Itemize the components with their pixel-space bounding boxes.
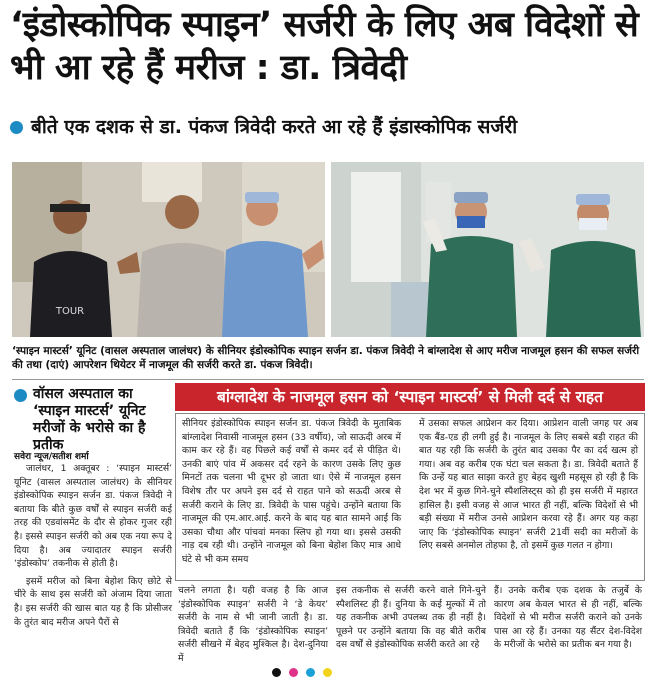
photo-caption: ‘स्पाइन मास्टर्स’ यूनिट (वासल अस्पताल जालंधर) के सीनियर इंडोस्कोपिक स्पाइन सर्जन डा. पंकज त्रिवेदी ने बांग्लादेश से आए मरीज नाजमूल हसन की सफल सर्जरी की तथा (दाएं) आपरेशन थियेटर में नाजमूल की सर्जरी करते डा. पंकज त्रिवेदी। (12, 345, 640, 371)
byline: सवेरा न्यूज/सतीश शर्मा (14, 452, 89, 462)
yellow-dot-icon (323, 668, 332, 677)
subhead-text: बीते एक दशक से डा. पंकज त्रिवेदी करते आ रहे हैं इंडास्कोपिक सर्जरी (31, 116, 518, 138)
boxed-column-1: सीनियर इंडोस्कोपिक स्पाइन सर्जन डा. पंकज त्रिवेदी के मुताबिक बांग्लादेश निवासी नाजमूल हसन (33 वर्षीय), जो साऊदी अरब में काम कर रहे हैं। वह पिछले कई वर्षों से कमर दर्द से पीड़ित थे। उनकी बाएं पांव में अकसर दर्द रहने के कारण उसके लिए कुछ मिनटों तक चलना भी दूभर हो जाता था। ऐसे में नाजमूल हसन विशेष तौर पर अपने इस दर्द से राहत पाने को सऊदी अरब से सर्जरी कराने के लिए डा. त्रिवेदी के पास पहुंचे। उन्होंने बताया कि नाजमूल की एम.आर.आई. करने के बाद यह बात सामने आई कि उसका चौथा और पांचवां मनका स्लिप हो गया था। इससे उसकी नाड़ दब रही थी। उन्होंने नाजमूल को बिना बेहोश किए मात्र आधे घंटे से भी कम समय (182, 418, 401, 565)
bullet-dot-icon (10, 121, 23, 134)
cyan-dot-icon (306, 668, 315, 677)
paragraph: इसमें मरीज को बिना बेहोश किए छोटे से चीरे के साथ इस सर्जरी को अंजाम दिया जाता है। इस सर्जरी की खास बात यह है कि प्रोसीजर के तुरंत बाद मरीज अपने पैरों से (14, 575, 172, 628)
black-dot-icon (272, 668, 281, 677)
boxed-article (175, 413, 645, 581)
photo-doctor-with-patient (12, 162, 325, 337)
photo-operation-theatre (331, 162, 644, 337)
bullet-dot-icon (14, 389, 27, 402)
lower-column-3: हैं। उनके करीब एक दशक के तजुर्बे के कारण अब केवल भारत से ही नहीं, बल्कि विदेशों से भी मरीज सर्जरी कराने को उनके पास आ रहे हैं। उनका यह सैंटर देश-विदेश के मरीजों के भरोसे का प्रतीक बन गया है। (494, 585, 642, 651)
article-column-1 (14, 462, 172, 633)
side-title (14, 386, 174, 454)
side-title-text: वॉसल अस्पताल का ‘स्पाइन मास्टर्स’ यूनिट मरीजों के भरोसे का है प्रतीक (33, 386, 146, 453)
tshirt-text: TOUR (55, 306, 85, 317)
photo-left-illustration (12, 162, 325, 337)
subhead (10, 114, 650, 140)
paragraph: जालंधर, 1 अक्तूबर : ‘स्पाइन मास्टर्स’ यूनिट (वासल अस्पताल जालंधर) के सीनियर इंडोस्कोपिक स्पाइन सर्जन डा. पंकज त्रिवेदी ने बताया कि बीते कुछ वर्षों से स्पाइन सर्जरी कई तरह की एडवांसमेंट के दौर से होकर गुजर रही है। इससे स्पाइन सर्जरी को अब एक नया रूप दे दिया है। अब ज्यादातर स्पाइन सर्जरी ‘इंडोस्कोप’ तकनीक से होती है। (14, 463, 172, 570)
magenta-dot-icon (289, 668, 298, 677)
divider (12, 379, 644, 380)
red-banner-headline: बांग्लादेश के नाजमूल हसन को ‘स्पाइन मास्टर्स’ से मिली दर्द से राहत (175, 383, 645, 411)
lower-column-1: चलने लगता है। यही वजह है कि आज ‘इंडोस्कोपिक स्पाइन’ सर्जरी ने ‘डे केयर’ सर्जरी के नाम से भी जानी जाती है। डा. त्रिवेदी बताते हैं कि ‘इंडोस्कोपिक स्पाइन’ सर्जरी सीखने में बेहद मुश्किल है। देश-दुनिया में (178, 585, 328, 664)
headline: ‘इंडोस्कोपिक स्पाइन’ सर्जरी के लिए अब विदेशों से भी आ रहे हैं मरीज : डा. त्रिवेदी (10, 5, 639, 88)
photo-right-illustration (331, 162, 644, 337)
boxed-column-2: में उसका सफल आप्रेशन कर दिया। आप्रेशन वाली जगह पर अब एक बैंड-एड ही लगी हुई है। नाजमूल के लिए सबसे बड़ी राहत की बात यह रही कि सर्जरी के तुरंत बाद उसका पैर का दर्द खत्म हो गया। अब वह करीब एक घंटा चल सकता है। डा. त्रिवेदी बताते हैं कि उन्हें यह बात साझा करते हुए बेहद खुशी महसूस हो रही है कि देश भर में कुछ गिने-चुने स्पैशलिस्ट्स को ही इस सर्जरी में महारत हासिल है। इसी वजह से आज भारत ही नहीं, बल्कि विदेशों से भी बड़ी संख्या में मरीज उनसे आप्रेशन करवा रहे हैं। अगर यह कहा जाए कि ‘इंडोस्कोपिक स्पाइन’ सर्जरी 21वीं सदी का मरीजों के लिए सबसे अनमोल तोहफा है, तो इसमें कुछ गलत न होगा। (419, 418, 638, 552)
print-registration-marks (272, 668, 332, 677)
lower-column-2: इस तकनीक से सर्जरी करने वाले गिने-चुने स्पैशलिस्ट ही हैं। दुनिया के कई मुल्कों में तो यह तकनीक अभी उपलब्ध तक ही नहीं है। पूछने पर उन्होंने बताया कि वह बीते करीब दस वर्षों से इंडोस्कोपिक सर्जरी करते आ रहे (336, 585, 486, 651)
